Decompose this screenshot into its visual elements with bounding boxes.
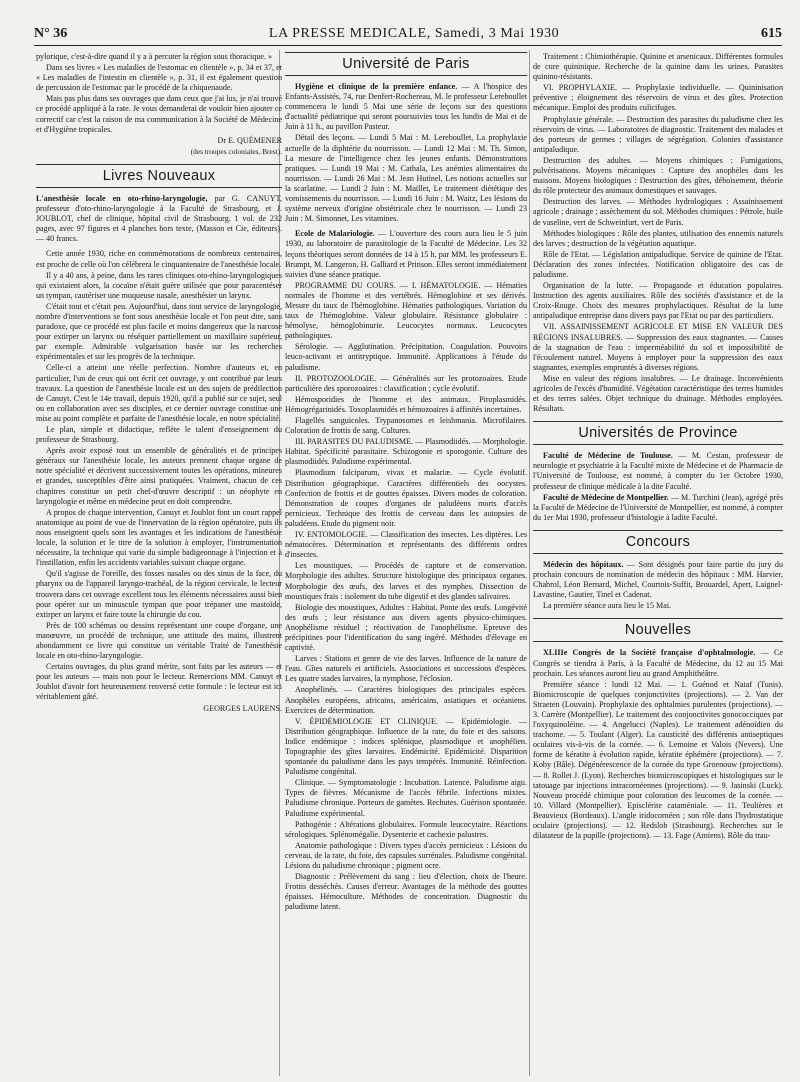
- paragraph: Sérologie. — Agglutination. Précipitation. Coagulation. Pouvoirs leuco-activant et antitryptique. Immunité. Applications à l'étude du paludisme.: [285, 342, 527, 372]
- paragraph: Cette année 1930, riche en commémorations de nombreux centenaires, est proche de celle où l'on célébrera le cinquantenaire de l'anesthésie locale.: [36, 249, 282, 269]
- news-item: [285, 82, 527, 132]
- item-text: — L'ouverture des cours aura lieu le 5 juin 1930, au laboratoire de parasitologie de la Faculté de Médecine. Les 32 leçons théoriques seront données de 14 à 15 h. par MM. les professeurs E. Brumpt, M. Langeron, H. Galliard et Prinson. Elles seront immédiatement suivies d'une séance pratique.: [285, 229, 527, 279]
- paragraph: Les moustiques. — Procédés de capture et de conservation. Morphologie des adultes. Structure histologique des principaux organes. Morphologie des œufs, des larves et des nymphes. Dissection de moustiques frais : isolement du tube digestif et des glandes salivaires.: [285, 561, 527, 601]
- paragraph: Détail des leçons. — Lundi 5 Mai : M. Lereboullet, La prophylaxie actuelle de la diphtérie du nourrisson. — Lundi 12 Mai : M. Th. Simon, La mesure de l'intelligence chez les jeunes enfants. Démonstrations pratiques. — Lundi 19 Mai : M. Cathala, Les anémies alimentaires du nourrisson. — Lundi 26 Mai : M. Jean Hutinel, Les notions actuelles sur la scarlatine. — Lundi 2 Juin : M. Maillet, Le traitement diététique des vomissements du nourrisson. — Lundi 16 Juin : M. Waitz, Les lésions du système nerveux d'origine obstétricale chez le nourrisson. — Lundi 23 Juin : M. Simonnet, Les vitamines.: [285, 133, 527, 224]
- paragraph: pylorique, c'est-à-dire quand il y a à percuter la région sous thoracique. »: [36, 52, 273, 61]
- issue-number: N° 36: [34, 26, 68, 41]
- page-number: 615: [760, 26, 782, 41]
- news-item: [285, 229, 527, 279]
- column-rule: [529, 50, 530, 1076]
- paragraph: VII. ASSAINISSEMENT AGRICOLE ET MISE EN VALEUR DES RÉGIONS INSALUBRES. — Suppression des eaux stagnantes. — Causes de la stagnation de l'eau : imperméabilité du sol et impossibilité de l'écoulement naturel. Moyens à employer pour la suppression des eaux stagnantes, exemples empruntés à diverses régions.: [533, 322, 783, 372]
- paragraph: Hémosporidies de l'homme et des animaux. Piroplasmidés. Hémogrégarinidés. Toxoplasmidés et hémozoaires à affinités incertaines.: [285, 394, 527, 414]
- paragraph: Mise en valeur des régions insalubres. — Le drainage. Inconvénients agricoles de l'excès d'humidité. Végétation caractéristique des terres humides et des terres salées. Objet technique du drainage. Méthodes employées. Résultats.: [533, 373, 783, 414]
- paragraph: Méthodes biologiques : Rôle des plantes, utilisation des ennemis naturels des larves ; destruction de la végétation aquatique.: [533, 228, 783, 248]
- paragraph: Plasmodium falciparum, vivax et malariæ. — Cycle évolutif. Distribution géographique. Caractères différentiels des oocystes. Confection de frottis et de gouttes épaisses. Divers modes de coloration. Démonstration de coupes d'organes de paludéens morts d'accès pernicieux. Technique des frottis de cerveau dans les autopsies de paludéens. Etude du pigment noir.: [285, 468, 527, 528]
- paragraph: III. PARASITES DU PALUDISME. — Plasmodiidés. — Morphologie. Habitat. Spécificité parasitaire. Schizogonie et sporogonie. Culture des plasmodiidés. Paludisme expérimental.: [285, 437, 527, 467]
- paragraph: C'était tout et c'était peu. Aujourd'hui, dans tout service de laryngologie, nombre d'interventions se font sous anesthésie locale et l'on peut dire, sans paradoxe, que ce procédé est plus facile et moins dangereux que la narcose pour extirper un larynx ou réséquer partiellement un maxillaire supérieur, par exemple. Admirable vulgarisation basée sur les recherches expérimentales et sur les progrès de la technique.: [36, 301, 282, 362]
- paragraph: Biologie des moustiques, Adultes : Habitat. Ponte des œufs. Longévité des œufs ; leur résistance aux divers agents physico-chimiques. Anophélisme résiduel ; réactivation de l'anophélisme. Epreuve des précipitines pour l'identification du sang ingéré. Méthodes d'élevage en captivité.: [285, 602, 527, 653]
- paragraph: Destruction des larves. — Méthodes hydrologiques : Assainissement agricole ; drainage ; assèchement du sol. Méthodes chimiques : Pétrole, huile de vaseline, vert de Schweinfurt, vert de Paris.: [533, 197, 783, 227]
- paragraph: Rôle de l'Etat. — Législation antipaludique. Service de quinine de l'Etat. Déclaration des zones infectées. Notification obligatoire des cas de paludisme.: [533, 249, 783, 279]
- journal-title: LA PRESSE MEDICALE, Samedi, 3 Mai 1930: [268, 26, 560, 41]
- section-title-livres: Livres Nouveaux: [36, 164, 282, 188]
- paragraph: Il y a 40 ans, à peine, dans les rares cliniques oto-rhino-laryngologiques qui existaient alors, la cocaïne n'était guère utilisée que pour paracentéser un tympan, cautériser une muqueuse nasale, anesthésier un larynx.: [36, 270, 282, 300]
- paragraph: La première séance aura lieu le 15 Mai.: [543, 601, 672, 611]
- paragraph: PROGRAMME DU COURS. — I. HÉMATOLOGIE. — Hématies normales de l'homme et des vertébrés. Hémoglobine et ses dérivés. Mesure du taux de l'hémoglobine. Hématies pathologiques. Variation du taux de l'hémoglobine. Valeur globulaire. Résistance globulaire : hémolyse, hémoglobinurie. Leucocytes normaux. Leucocytes pathologiques.: [285, 280, 527, 341]
- item-heading: Faculté de Médecine de Toulouse.: [543, 451, 673, 461]
- section-title-province: Universités de Province: [533, 421, 783, 445]
- book-entry: [36, 194, 282, 244]
- news-item: [533, 648, 783, 678]
- section-title-concours: Concours: [533, 530, 783, 554]
- paragraph: Près de 100 schémas ou dessins représentant une coupe d'organe, une manœuvre, un procédé de technique, une attitude des mains, illustrent abondamment ce livre qui constitue un véritable Traité de l'anesthésie locale en oto-rhino-laryngologie.: [36, 620, 282, 661]
- paragraph: Certains ouvrages, du plus grand mérite, sont faits par les auteurs — et pour les auteurs — mais non pour le lecteur. Remercions MM. Canuyt et Joublot d'avoir fort heureusement renversé cette formule : le lecteur est ici véritablement gâté.: [36, 662, 282, 702]
- paragraph: Flagellés sanguicoles. Trypanosomes et leishmania. Microfilaires. Coloration de frottis de sang. Cultures.: [285, 416, 527, 436]
- column-right: [533, 52, 783, 1076]
- paragraph: Clinique. — Symptomatologie : Incubation. Latence. Paludisme aigu. Types de fièvres. Mécanisme de l'accès fébrile. Infections mixtes. Paludisme chronique. Porteurs de gamètes. Rechutes. Guérison spontanée. Paludisme expérimental.: [285, 778, 527, 818]
- paragraph: Qu'il s'agisse de l'oreille, des fosses nasales ou des sinus de la face, du pharynx ou de l'appareil laryngo-trachéal, de la région cervicale, le lecteur trouvera dans cet ouvrage excellent tous les éléments nécessaires aussi bien pour opérer sur un minuscule tympan que pour trépaner une mastoïde, extirper un larynx et faire toute la chirurgie du cou.: [36, 569, 282, 619]
- column-left: [36, 52, 282, 1076]
- paragraph: Anophélinés. — Caractères biologiques des principales espèces. Anophèles européens, africains, américains, asiatiques et océaniens. Exercices de détermination.: [285, 685, 527, 715]
- paragraph: Première séance : lundi 12 Mai. — 1. Guénod et Nataf (Tunis). Biomicroscopie de quelques conjonctivites (projections). — 2. Van der Straeten (Louvain). Prophylaxie des ophtalmies purulentes (projections). — 3. Carrère (Montpellier). Le traitement des conjonctivites gonococciques par l'oxyquinoléine. — 4. Angelucci (Naples). Le traitement adénoïdien du trachome. — 5. Toulant (Alger). La causticité des différents antiseptiques oculaires vis-à-vis de la cornée. — 6. Lemoine et Valois (Nevers). Une forme de kératite à évolution rapide, kératite éphémère (projections). — 7. Koby (Bâle). Dégénérescence de la cornée du type Groenouw (projections). — 8. Rollet J. (Lyon). Recherches biomicroscopiques et histologiques sur le tatouage par injections intracornéennes (projections). — 9. Jasinski (Luck). Nouveau procédé chimique pour coloration des leucomes de la cornée. — 10. Villard (Montpellier). Episclérite cataméniale. — 11. Teulières et Beauvieux (Bordeaux). L'angle iridocornéen ; son rôle dans l'hydrostatique oculaire (projections). — 12. Redslob (Strasbourg). Recherches sur le dilatateur de la pupille (projections). — 13. Fage (Amiens). Rôle du trau-: [533, 679, 783, 841]
- paragraph: II. PROTOZOOLOGIE. — Généralités sur les protozoaires. Etude particulière des sporozoaires : classification ; cycle évolutif.: [285, 373, 527, 393]
- page-header: [34, 20, 782, 46]
- paragraph: Prophylaxie générale. — Destruction des parasites du paludisme chez les réservoirs de virus. — Laboratoires de diagnostic. Traitement des malades et des porteurs de germes ; villages de ségrégation. Colonies d'assistance antipaludique.: [533, 114, 783, 154]
- news-item: [533, 493, 783, 523]
- paragraph: V. ÉPIDÉMIOLOGIE ET CLINIQUE. — Epidémiologie. — Distribution géographique. Influence de la rate, du foie et des saisons. Indice endémique : indices splénique, plasmodique et anophélien. Topographie des gîtes larvaires. Endémicité. Epidémicité. Disparition spontanée du paludisme dans les pays tempérés. Immunité. Réinfection. Paludisme congénital.: [285, 716, 527, 777]
- review-signature: GEORGES LAURENS.: [203, 703, 282, 713]
- author-affiliation: (des troupes coloniales, Brest).: [190, 146, 282, 156]
- book-reference: par G. CANUYT, professeur d'oto-rhino-laryngologie à la Faculté de Strasbourg, et J. JOUBLOT, chef de clinique, hôpital civil de Strasbourg. 1 vol. de 232 pages, avec 97 figures et 4 planches hors texte, (Masson et Cie, éditeurs). — 40 francs.: [36, 193, 282, 244]
- column-middle: [285, 52, 527, 1076]
- item-heading: Faculté de Médecine de Montpellier.: [543, 492, 669, 502]
- item-heading: Hygiène et clinique de la première enfance.: [295, 82, 458, 91]
- item-heading: Médecin des hôpitaux.: [543, 559, 624, 569]
- item-heading: XLIIIe Congrès de la Société française d'ophtalmologie.: [543, 648, 756, 658]
- item-text: — A l'hospice des Enfants-Assistés, 74, rue Denfert-Rochereau, M. le professeur Lereboullet commencera le lundi 5 Mai une série de leçons sur des questions d'actualité pédiatrique qui seront poursuivies tous les lundis de Mai et de Juin à 11 h., au pavillon Pasteur.: [285, 82, 527, 132]
- book-title: L'anesthésie locale en oto-rhino-laryngologie,: [36, 193, 208, 203]
- paragraph: VI. PROPHYLAXIE. — Prophylaxie individuelle. — Quininisation préventive ; éloignement des réservoirs de virus et des gîtes. Protection mécanique. Emploi des produits culicifuges.: [533, 83, 783, 113]
- item-text: — Sont désignés pour faire partie du jury du prochain concours de nomination de médecin des hôpitaux : MM. Harvier, Chabrol, Léon Bernard, Michel, Courtois-Suffit, Brouardel, Apert, Laignel-Lavastine, Gautier, Tinel et Cadenat.: [533, 559, 783, 600]
- paragraph: Organisation de la lutte. — Propagande et éducation populaires. Instruction des agents auxiliaires. Rôle des sociétés d'assistance et de la Croix-Rouge. Choix des mesures prophylactiques. Résultat de la lutte antipaludique entreprise dans divers pays par l'Etat ou par des particuliers.: [533, 281, 783, 321]
- paragraph: Diagnostic : Prélèvement du sang : lieu d'élection, choix de l'heure. Frottis desséchés. Causes d'erreur. Avantages de la méthode des gouttes épaisses. Hémoculture. Méthodes de concentration. Diagnostic du paludisme latent.: [285, 872, 527, 912]
- paragraph: Dans ses livres « Les maladies de l'estomac en clientèle », p. 34 et 37, et « Les maladies de l'intestin en clientèle », p. 31, il est également question de percussion de l'estomac par le procédé de la chiquenaude.: [36, 63, 282, 93]
- item-text: — Ce Congrès se tiendra à Paris, à la Faculté de Médecine, du 12 au 15 Mai prochain. Les séances auront lieu au grand Amphithéâtre.: [533, 648, 783, 678]
- paragraph: Le plan, simple et didactique, reflète le talent d'enseignement du professeur de Strasbourg.: [36, 425, 282, 445]
- paragraph: Destruction des adultes. — Moyens chimiques : Fumigations, pulvérisations. Moyens mécaniques : Capture des anophèles dans les maisons. Moyens biologiques : Destruction des gîtes, déboisement, théorie du rôle protecteur des animaux domestiques et sauvages.: [533, 155, 783, 196]
- paragraph: Après avoir exposé tout un ensemble de généralités et de principes généraux sur l'anesthésie locale, les auteurs prennent chaque organe de notre spécialité et décrivent successivement toutes les opérations, mineures et grandes, susceptibles d'être ainsi pratiquées. Vraiment, chacun de ces chapitres constitue un petit chef-d'œuvre descriptif : un néophyte en laryngologie et même en médecine peut en doit comprendre.: [36, 446, 282, 506]
- item-text: — M. Turchini (Jean), agrégé près la Faculté de Médecine de l'Université de Montpellier, est nommé, à compter du 1er Mai 1930, professeur d'histologie à ladite Faculté.: [533, 492, 783, 522]
- section-title-universite-paris: Université de Paris: [285, 52, 527, 76]
- news-item: [533, 560, 783, 600]
- paragraph: Pathogénie : Altérations globulaires. Formule leucocytaire. Réactions sérologiques. Splénomégalie. Dysenterie et cachexie palustres.: [285, 819, 527, 839]
- paragraph: IV. ENTOMOLOGIE. — Classification des insectes. Les diptères. Les nématocères. Détermination et représentants des différents ordres d'insectes.: [285, 530, 527, 560]
- section-title-nouvelles: Nouvelles: [533, 618, 783, 642]
- paragraph: Traitement : Chimiothérapie. Quinine et arsenicaux. Différentes formules de cure quininique. Recherche de la quinine dans les urines. Parasites quinino-résistants.: [533, 52, 783, 82]
- paragraph: Mais pas plus dans ses ouvrages que dans ceux que j'ai lus, je n'ai trouvé ce procédé appliqué à la rate. Je vous demanderai de vouloir bien ajouter ce correctif car c'est la raison de ma communication à la Société de Médecine et d'Hygiène tropicales.: [36, 94, 282, 134]
- paragraph: Celle-ci a atteint une réelle perfection. Nombre d'auteurs et, en particulier, l'un de ceux qui ont écrit cet ouvrage, y ont contribué par leurs travaux. La question de l'anesthésie locale est un des sujets de prédilection de Canuyt. C'est le 14e travail, depuis 1920, qu'il a publié sur ce sujet, seul ou en collaboration avec ses disciples, et ce dernier ouvrage constitue une mise au point complète et parfaite de l'anesthésie locale, en notre spécialité.: [36, 363, 282, 423]
- paragraph: A propos de chaque intervention, Canuyt et Joublot font un court rappel anatomique au point de vue de l'innervation de la région opératoire, puis ils nous enseignent quels sont les avantages et les indications de l'anesthésie locale, la solution et le titre de la solution à employer, l'instrumentation nécessaire, la technique qui varie du simple badigeonnage à l'injection et à l'instillation, enfin les accidents variables suivant chaque organe.: [36, 507, 282, 568]
- paragraph: Anatomie pathologique : Divers types d'accès pernicieux : Lésions du cerveau, de la rate, du foie, des capsules surrénales. Paludisme congénital. Lésions du paludisme chronique ; pigment ocre.: [285, 840, 527, 871]
- news-item: [533, 451, 783, 491]
- author-signature: Dr E. QUÉMENER: [217, 135, 282, 145]
- item-text: — M. Cestan, professeur de neurologie et psychiatrie à la Faculté mixte de Médecine et de Pharmacie de l'Université de Toulouse, est nommé, à compter du 1er Octobre 1930, professeur de clinique médicale à la dite Faculté.: [533, 451, 783, 491]
- paragraph: Larves : Stations et genre de vie des larves. Influence de la nature de l'eau. Gîtes naturels et artificiels. Associations et successions d'espèces. Les quatre stades larvaires, la nymphose, l'éclosion.: [285, 654, 527, 684]
- item-heading: Ecole de Malariologie.: [295, 229, 375, 239]
